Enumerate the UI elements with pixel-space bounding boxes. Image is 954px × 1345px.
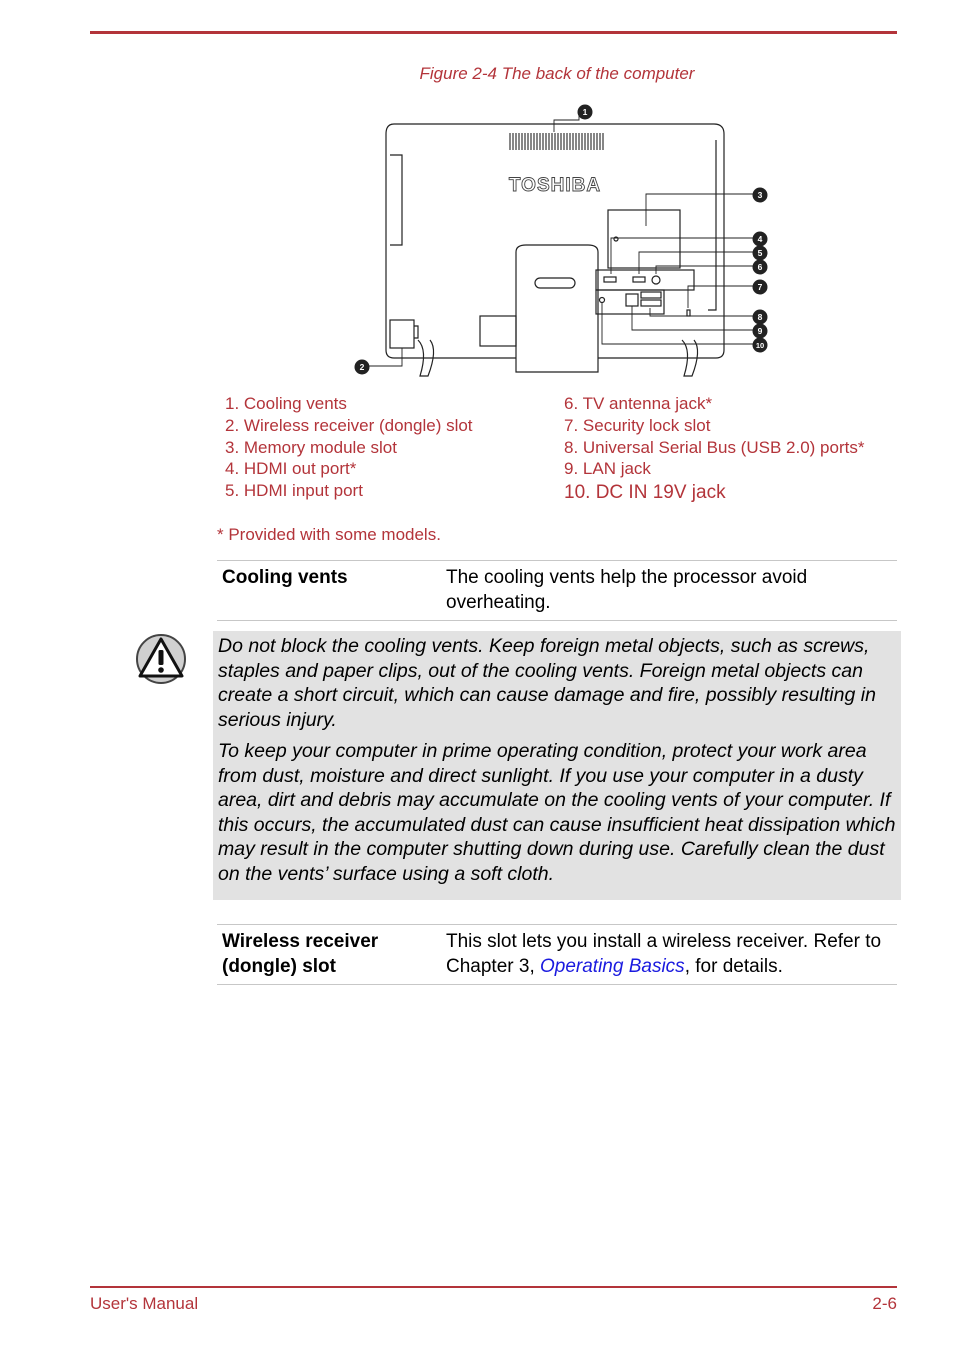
- cooling-vents-row: [217, 560, 897, 621]
- callout-6: 6: [757, 262, 763, 272]
- legend-item: 9. LAN jack: [564, 459, 651, 479]
- page-number: 2-6: [872, 1294, 897, 1313]
- legend-item: 4. HDMI out port*: [225, 459, 357, 479]
- warning-note: [213, 631, 901, 900]
- description: The cooling vents help the processor avoid overheating.: [446, 567, 808, 613]
- legend-item: 8. Universal Serial Bus (USB 2.0) ports*: [564, 437, 865, 457]
- legend-right: [564, 393, 864, 506]
- callout-10: 10: [755, 341, 765, 350]
- callout-5: 5: [757, 248, 763, 258]
- legend-item: 6. TV antenna jack*: [564, 394, 713, 413]
- footer-rule: [90, 1286, 897, 1288]
- description-text: This slot lets you install a wireless receiver. Refer to Chapter 3,: [446, 931, 882, 977]
- legend-item: 10. DC IN 19V jack: [564, 482, 726, 504]
- toshiba-logo: TOSHIBA: [508, 175, 602, 196]
- term-line: Wireless receiver: [222, 931, 379, 952]
- footer-title: User's Manual: [90, 1294, 199, 1313]
- callout-8: 8: [757, 312, 763, 322]
- legend-item: 3. Memory module slot: [225, 437, 397, 457]
- callout-9: 9: [757, 326, 763, 336]
- callout-2: 2: [359, 362, 365, 372]
- term: [222, 930, 432, 979]
- footnote: * Provided with some models.: [217, 525, 441, 544]
- warning-paragraph: To keep your computer in prime operating condition, protect your work area from dust, moisture and direct sunlight. If you use your computer in a dusty area, dirt and debris may accumulate on the cooling vents of your computer. If this occurs, the accumulated dust can cause insufficient heat dissipation which may result in the computer shutting down during use. Carefully clean the dust on the vents’ surface using a soft cloth.: [218, 740, 896, 885]
- warning-paragraph: Do not block the cooling vents. Keep foreign metal objects, such as screws, staples and paper clips, out of the cooling vents. Foreign metal objects can create a short circuit, which can cause damage and fire, possibly resulting in serious injury.: [218, 635, 876, 731]
- description: [446, 930, 896, 979]
- wireless-receiver-row: [217, 924, 897, 985]
- term: Cooling vents: [222, 567, 348, 588]
- legend-item: 1. Cooling vents: [225, 394, 347, 413]
- computer-back-figure: [350, 100, 780, 385]
- callout-3: 3: [757, 190, 763, 200]
- callout-7: 7: [757, 282, 763, 292]
- legend-item: 7. Security lock slot: [564, 415, 711, 435]
- header-rule: [90, 31, 897, 34]
- description-text: , for details.: [684, 955, 783, 977]
- callout-4: 4: [757, 234, 763, 244]
- warning-icon: [135, 633, 187, 685]
- legend-item: 5. HDMI input port: [225, 481, 363, 501]
- legend-item: 2. Wireless receiver (dongle) slot: [225, 415, 473, 435]
- figure-caption: Figure 2-4 The back of the computer: [419, 64, 695, 83]
- term-line: (dongle) slot: [222, 955, 336, 977]
- operating-basics-link[interactable]: Operating Basics: [540, 955, 685, 977]
- legend-left: [225, 393, 473, 502]
- callout-1: 1: [582, 107, 588, 117]
